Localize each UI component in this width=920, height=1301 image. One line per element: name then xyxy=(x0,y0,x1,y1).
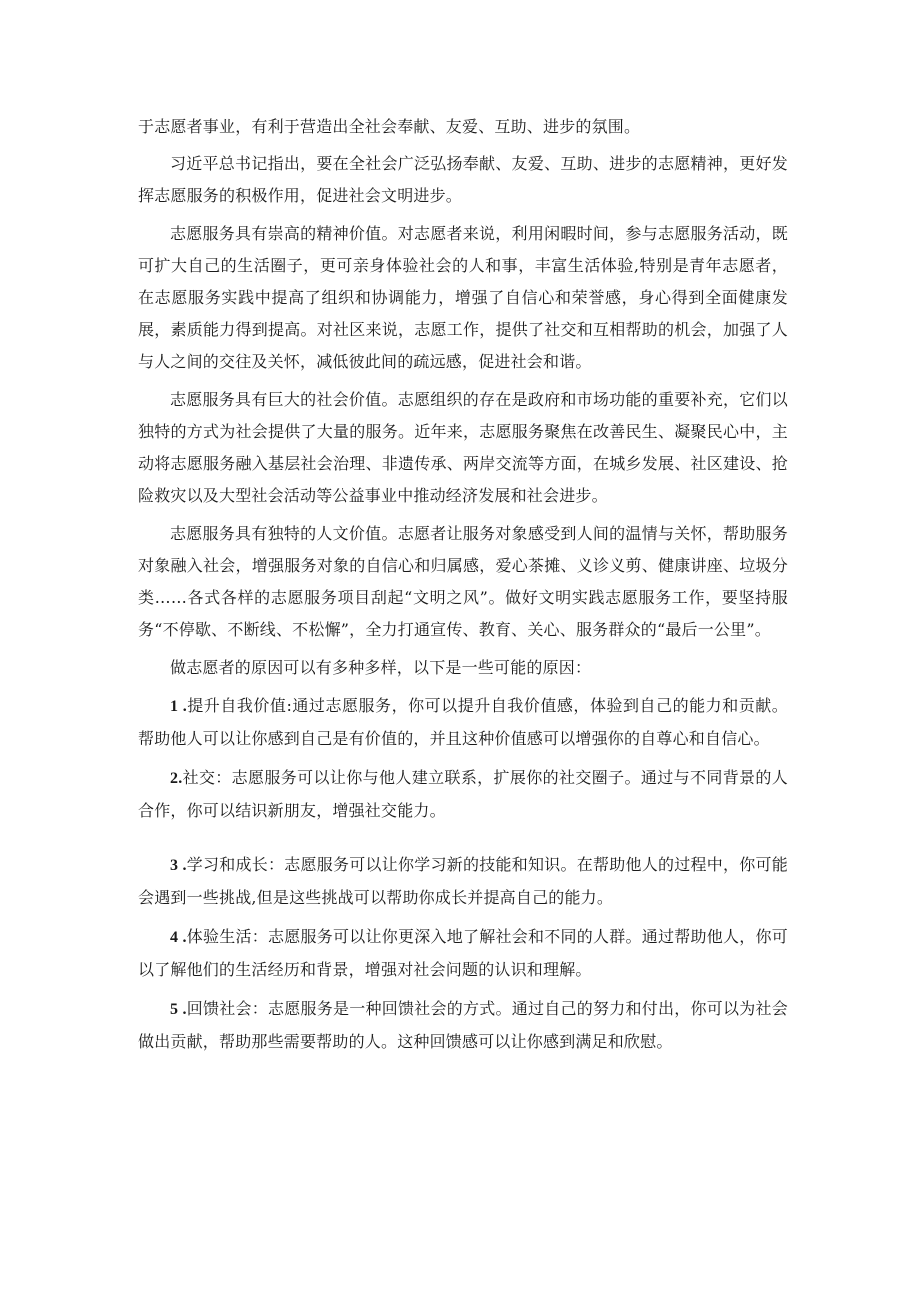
reason-text: 社交：志愿服务可以让你与他人建立联系，扩展你的社交圈子。通过与不同背景的人合作，你可以结识新朋友，增强社交能力。 xyxy=(138,768,788,820)
reason-text: 学习和成长：志愿服务可以让你学习新的技能和知识。在帮助他人的过程中，你可能会遇到一些挑战,但是这些挑战可以帮助你成长并提高自己的能力。 xyxy=(138,855,788,907)
paragraph-reasons-intro: 做志愿者的原因可以有多种多样，以下是一些可能的原因： xyxy=(170,658,592,677)
reason-number: 2. xyxy=(170,770,183,787)
paragraph-humanistic-value: 志愿服务具有独特的人文价值。志愿者让服务对象感受到人间的温情与关怀，帮助服务对象融入社会，增强服务对象的自信心和归属感，爱心茶摊、义诊义剪、健康讲座、垃圾分类……各式各样的志愿服务项目刮起“文明之风”。做好文明实践志愿服务工作，要坚持服务“不停歇、不断线、不松懈”，全力打通宣传、教育、关心、服务群众的“最后一公里”。 xyxy=(138,524,788,639)
paragraph-xi-quote: 习近平总书记指出，要在全社会广泛弘扬奉献、友爱、互助、进步的志愿精神，更好发挥志愿服务的积极作用，促进社会文明进步。 xyxy=(138,154,788,205)
paragraph-spiritual-value: 志愿服务具有崇高的精神价值。对志愿者来说，利用闲暇时间，参与志愿服务活动，既可扩大自己的生活圈子，更可亲身体验社会的人和事，丰富生活体验,特别是青年志愿者，在志愿服务实践中提高了组织和协调能力，增强了自信心和荣誉感，身心得到全面健康发展，素质能力得到提高。对社区来说，志愿工作，提供了社交和互相帮助的机会，加强了人与人之间的交往及关怀，减低彼此间的疏远感，促进社会和谐。 xyxy=(138,224,788,371)
reason-item xyxy=(138,762,788,827)
reason-number: 4 . xyxy=(170,929,187,946)
reason-number: 1 . xyxy=(170,698,187,715)
paragraph-social-value: 志愿服务具有巨大的社会价值。志愿组织的存在是政府和市场功能的重要补充，它们以独特的方式为社会提供了大量的服务。近年来，志愿服务聚焦在改善民生、凝聚民心中，主动将志愿服务融入基层社会治理、非遗传承、两岸交流等方面，在城乡发展、社区建设、抢险救灾以及大型社会活动等公益事业中推动经济发展和社会进步。 xyxy=(138,390,788,505)
reason-item xyxy=(138,993,788,1058)
paragraph-continuation: 于志愿者事业，有利于营造出全社会奉献、友爱、互助、进步的氛围。 xyxy=(138,117,641,136)
reason-item xyxy=(138,690,788,755)
reason-item xyxy=(138,921,788,986)
document-body xyxy=(138,111,788,1058)
reason-item xyxy=(138,849,788,914)
reason-text: 体验生活：志愿服务可以让你更深入地了解社会和不同的人群。通过帮助他人，你可以了解他们的生活经历和背景，增强对社会问题的认识和理解。 xyxy=(138,927,788,979)
reason-number: 5 . xyxy=(170,1001,187,1018)
reason-number: 3 . xyxy=(170,857,187,874)
reason-text: 提升自我价值:通过志愿服务，你可以提升自我价值感，体验到自己的能力和贡献。帮助他人可以让你感到自己是有价值的，并且这种价值感可以增强你的自尊心和自信心。 xyxy=(138,696,788,748)
reason-text: 回馈社会：志愿服务是一种回馈社会的方式。通过自己的努力和付出，你可以为社会做出贡献，帮助那些需要帮助的人。这种回馈感可以让你感到满足和欣慰。 xyxy=(138,999,788,1051)
